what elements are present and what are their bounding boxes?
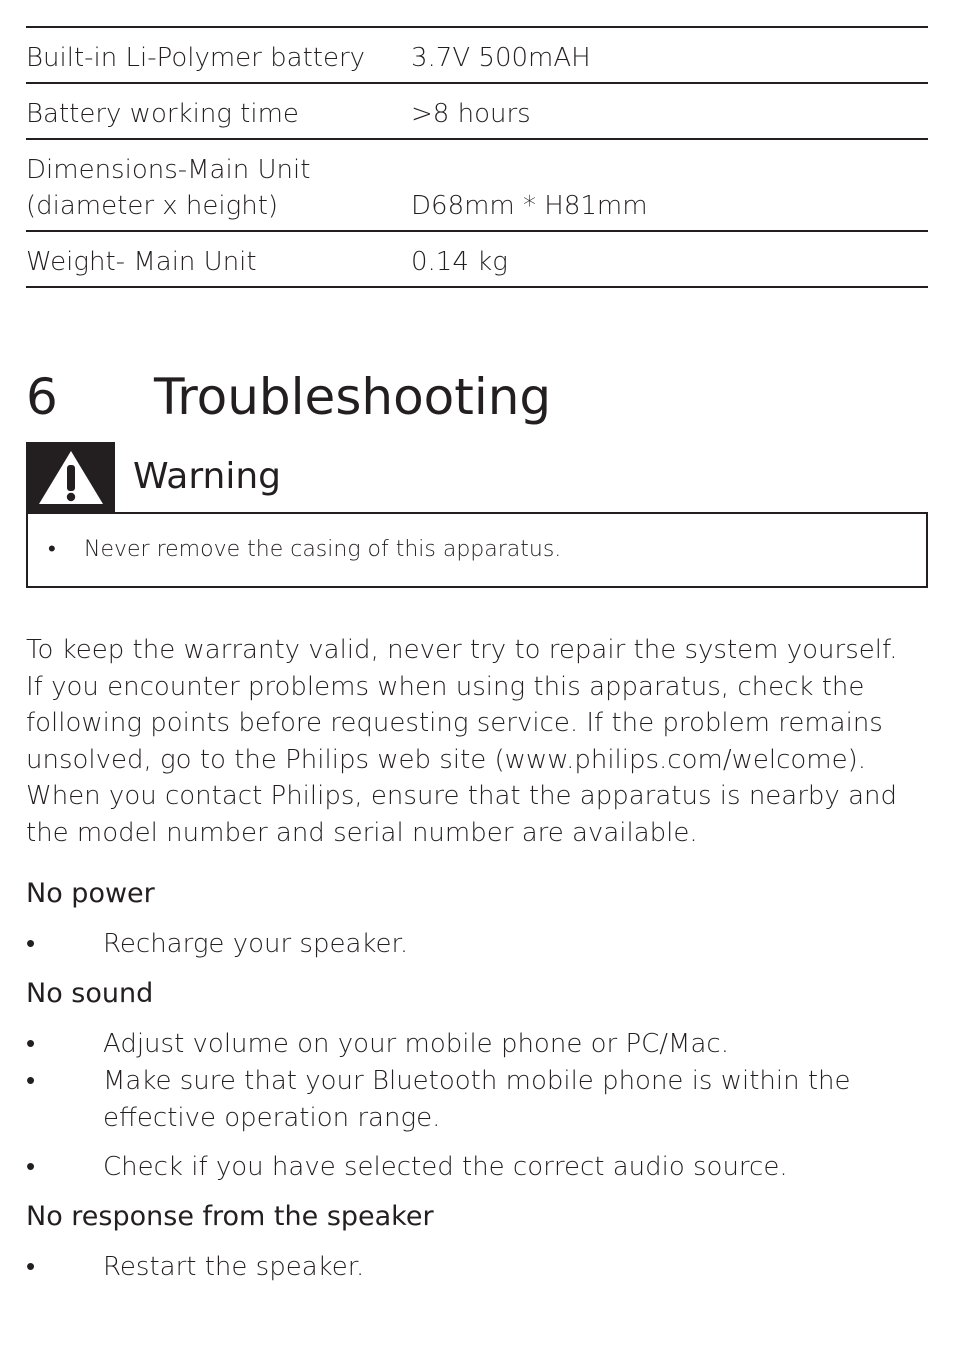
spec-label: [26, 84, 411, 138]
spec-label-line: Weight- Main Unit: [26, 247, 257, 277]
spec-table: [26, 26, 928, 288]
bullet: •: [26, 1252, 36, 1282]
chapter-title: Troubleshooting: [154, 368, 552, 426]
intro-text: [26, 632, 926, 851]
warning-box: [26, 512, 928, 588]
section-no-response: [26, 1199, 926, 1286]
warning-item: [48, 536, 561, 564]
section-no-power: [26, 876, 926, 963]
list-item: [26, 926, 926, 963]
chapter-number: 6: [26, 368, 58, 426]
list-item-text: Recharge your speaker.: [103, 929, 409, 959]
intro-paragraph: To keep the warranty valid, never try to repair the system yourself.: [26, 635, 898, 665]
section-no-sound: [26, 976, 926, 1186]
bullet: •: [26, 1066, 36, 1096]
spec-row: [26, 140, 928, 232]
spec-label-line: Battery working time: [26, 99, 299, 129]
spec-value: 3.7V 500mAH: [411, 43, 591, 73]
spec-label-line: Built-in Li-Polymer battery: [26, 43, 366, 73]
spec-row: [26, 28, 928, 84]
section-title: No response from the speaker: [26, 1201, 434, 1232]
spec-row: [26, 84, 928, 140]
list-item: [26, 1149, 926, 1186]
spec-value: 0.14 kg: [411, 247, 508, 277]
list-item-text: Restart the speaker.: [103, 1252, 365, 1282]
bullet: •: [26, 929, 36, 959]
spec-label-line: Dimensions-Main Unit: [26, 155, 311, 185]
section-title: No sound: [26, 978, 154, 1009]
spec-label: [26, 28, 411, 82]
chapter-heading: [26, 366, 551, 428]
section-title: No power: [26, 878, 155, 909]
bullet: •: [48, 537, 56, 562]
list-item: [26, 1249, 926, 1286]
warning-text: Never remove the casing of this apparatus.: [84, 537, 562, 562]
spec-row: [26, 232, 928, 288]
warning-header: [26, 442, 281, 512]
intro-paragraph: If you encounter problems when using this apparatus, check the following points before requesting service. If the problem remains unsolved, go to the Philips web site (www.philips.com/welcome). When you contact Philips, ensure that the apparatus is nearby and the model number and serial number are available.: [26, 671, 897, 848]
spec-label-line: (diameter x height): [26, 191, 279, 221]
list-item-text: Make sure that your Bluetooth mobile phone is within the effective operation range.: [103, 1066, 851, 1133]
list-item: [26, 1026, 926, 1063]
spec-value: D68mm * H81mm: [411, 191, 648, 221]
list-item-text: Check if you have selected the correct audio source.: [103, 1152, 788, 1182]
warning-title: Warning: [133, 456, 282, 497]
bullet: •: [26, 1152, 36, 1182]
warning-icon: [26, 442, 115, 512]
list-item: [26, 1063, 926, 1137]
spec-label: [26, 140, 411, 230]
spec-value: >8 hours: [411, 99, 531, 129]
list-item-text: Adjust volume on your mobile phone or PC/Mac.: [103, 1029, 729, 1059]
spec-label: [26, 232, 411, 286]
bullet: •: [26, 1029, 36, 1059]
